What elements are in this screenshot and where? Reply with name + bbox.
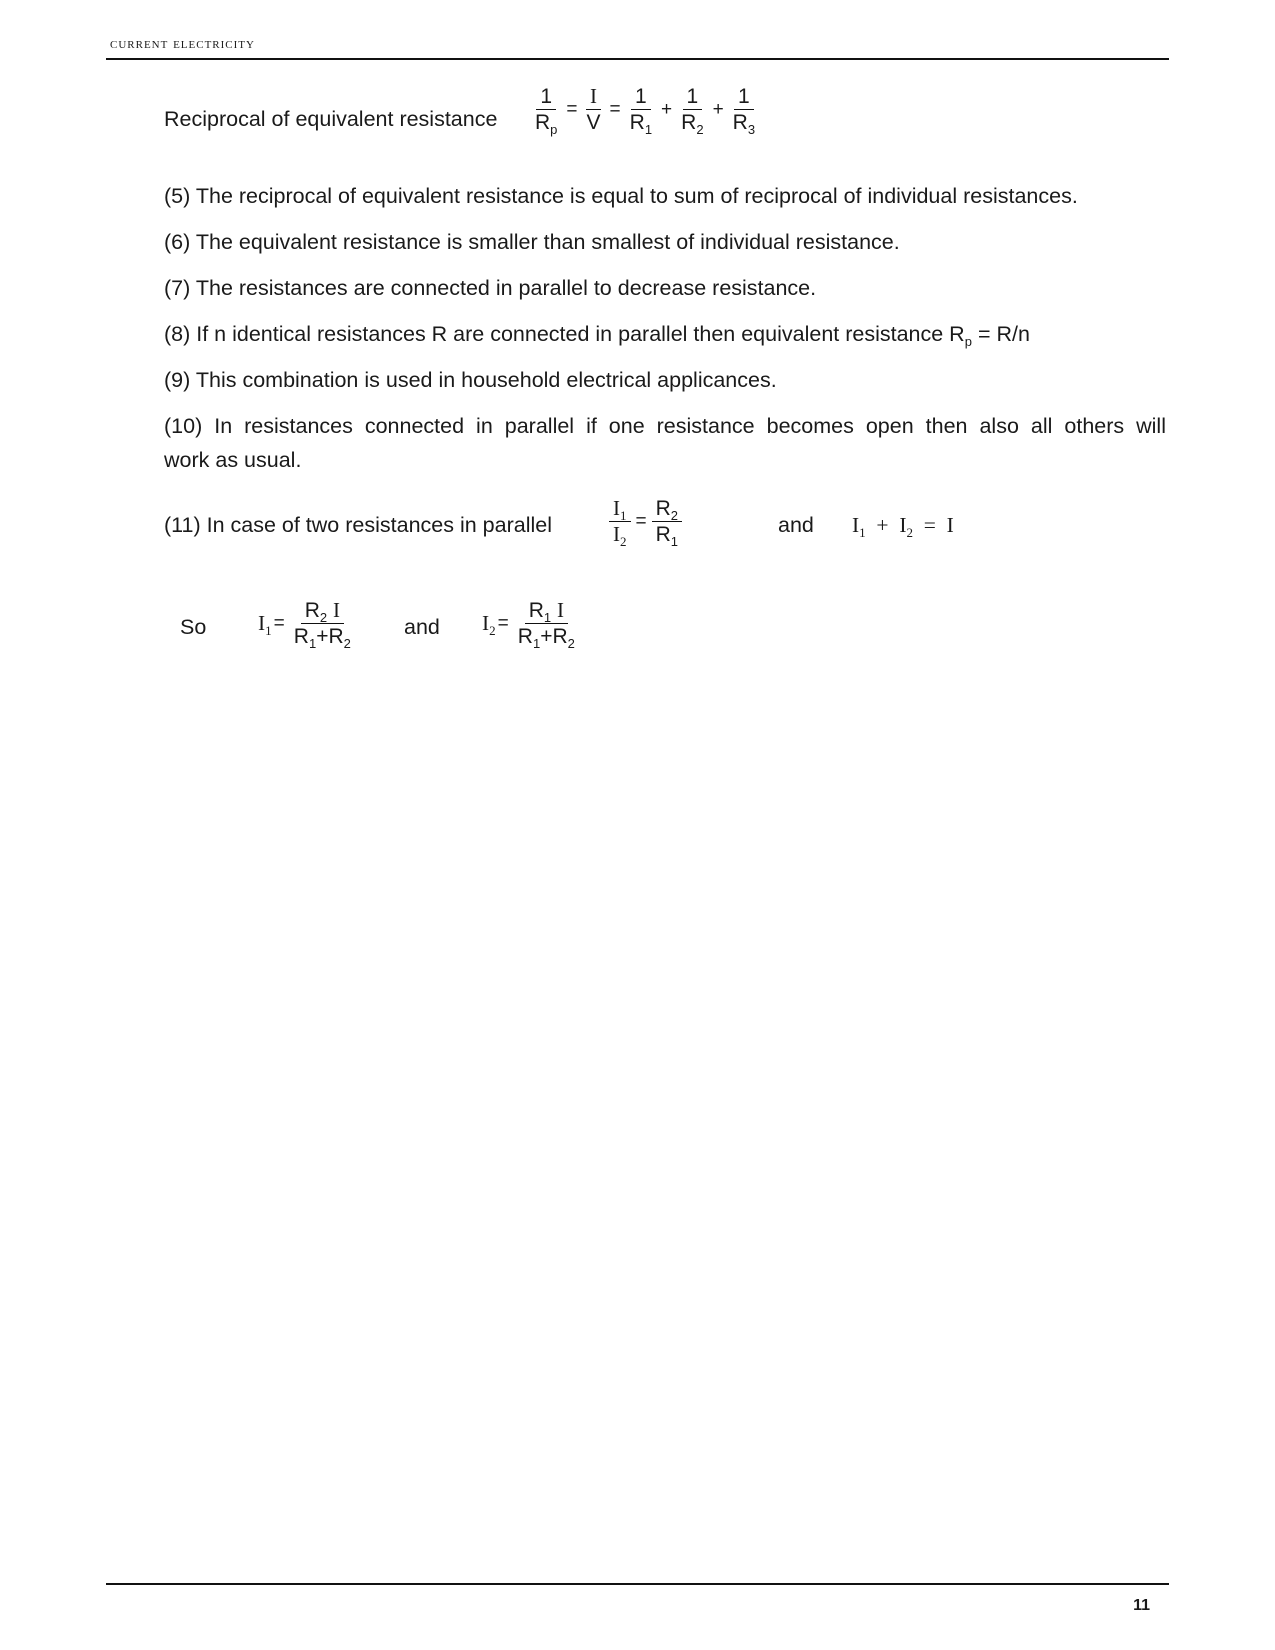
fraction-1-over-r1: $\frac{1}{R_1}$ — [629, 85, 653, 137]
header-rule — [106, 58, 1169, 60]
fraction-r1i-over-r1-plus-r2: $\frac{R_1 I}{R_1+R_2}$ — [517, 598, 575, 651]
point-10: (10) In resistances connected in parallel if one resistance becomes open then also all others will — [164, 414, 1166, 438]
footer-rule — [106, 1583, 1169, 1585]
fraction-r2-over-r1: $\frac{R_2}{R_1}$ — [652, 496, 682, 547]
current-sum-equation: $I_1 + I_2 = I$ — [852, 513, 954, 540]
point-6: (6) The equivalent resistance is smaller than smallest of individual resistance. — [164, 230, 900, 254]
point-11: (11) In case of two resistances in parallel — [164, 513, 552, 537]
running-header: current electricity — [110, 36, 255, 52]
page-number: 11 — [1133, 1597, 1150, 1614]
fraction-1-over-r3: $\frac{1}{R_3}$ — [732, 85, 756, 137]
so-label: So — [180, 615, 207, 639]
fraction-i1-over-i2: $\frac{I_1}{I_2}$ — [609, 496, 631, 547]
fraction-1-over-r2: $\frac{1}{R_2}$ — [681, 85, 704, 137]
point-10-continued: work as usual. — [164, 448, 302, 472]
point-7: (7) The resistances are connected in parallel to decrease resistance. — [164, 276, 817, 300]
current-ratio-equation: $\frac{I_1}{I_2}$ = $\frac{R_2}{R_1}$ — [606, 496, 685, 547]
i2-equation: $I_2$ = $\frac{R_1 I}{R_1+R_2}$ — [482, 598, 582, 649]
fraction-r2i-over-r1-plus-r2: $\frac{R_2 I}{R_1+R_2}$ — [293, 598, 351, 651]
point-8: (8) If n identical resistances R are connected in parallel then equivalent resistance $R_p = R/n$ — [164, 322, 1030, 349]
fraction-i-over-v: $\frac{I}{V}$ — [586, 84, 601, 134]
fraction-1-over-rp: $\frac{1}{R_p}$ — [535, 85, 558, 137]
reciprocal-label: Reciprocal of equivalent resistance — [164, 107, 498, 131]
point-9: (9) This combination is used in household electrical applicances. — [164, 368, 777, 392]
reciprocal-equation: $\frac{1}{R_p}$ = $\frac{I}{V}$ = $\frac{1}{R_1}$ + $\frac{1}{R_2}$ + $\frac{1}{R_3}$ — [528, 84, 762, 135]
and-label: and — [778, 513, 814, 537]
solution-and-label: and — [404, 615, 440, 639]
i1-equation: $I_1$ = $\frac{R_2 I}{R_1+R_2}$ — [258, 598, 358, 649]
point-5: (5) The reciprocal of equivalent resistance is equal to sum of reciprocal of individual resistances. — [164, 184, 1078, 208]
